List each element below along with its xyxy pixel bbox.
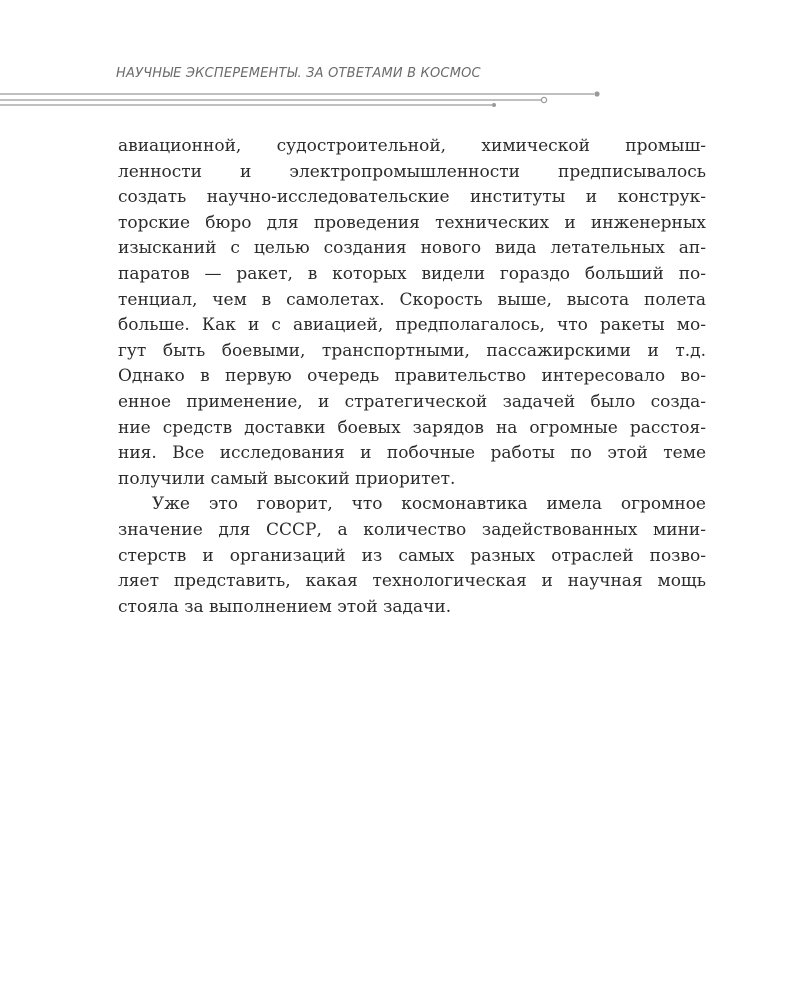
text-line: тенциал, чем в самолетах. Скорость выше, высота полета — [118, 289, 706, 310]
running-head-title: НАУЧНЫЕ ЭКСПЕРЕМЕНТЫ. ЗА ОТВЕТАМИ В КОСМОС — [116, 66, 481, 81]
text-line: Уже это говорит, что космонавтика имела огромное — [152, 494, 706, 515]
text-line: авиационной, судостроительной, химической промыш- — [118, 136, 706, 156]
text-line: енное применение, и стратегической задачей было созда- — [118, 391, 706, 412]
rule-lines — [0, 94, 594, 105]
text-line: ния. Все исследования и побочные работы по этой теме — [118, 443, 706, 464]
text-line: гут быть боевыми, транспортными, пассажирскими и т.д. — [118, 340, 706, 361]
paragraph-1 — [118, 134, 706, 492]
text-line: ляет представить, какая технологическая и научная мощь — [118, 571, 706, 592]
rule-dot-bottom — [492, 103, 496, 107]
rule-dot-top — [594, 91, 599, 96]
text-line: ленности и электропромышленности предписывалось — [118, 161, 706, 182]
text-line: изысканий с целью создания нового вида летательных ап- — [118, 238, 706, 259]
text-line: Однако в первую очередь правительство интересовало во- — [118, 366, 706, 387]
rule-dot-middle — [541, 97, 546, 102]
body-text — [118, 134, 706, 620]
text-line: стояла за выполнением этой задачи. — [118, 596, 452, 617]
text-line: больше. Как и с авиацией, предполагалось, что ракеты мо- — [118, 315, 706, 336]
text-line: паратов — ракет, в которых видели гораздо больший по- — [118, 263, 706, 284]
paragraph-2 — [118, 492, 706, 620]
header-decorative-rule — [0, 86, 610, 110]
text-line: получили самый высокий приоритет. — [118, 468, 456, 489]
text-line: стерств и организаций из самых разных отраслей позво- — [118, 545, 706, 566]
text-line: ние средств доставки боевых зарядов на огромные расстоя- — [118, 417, 706, 438]
text-line: создать научно-исследовательские институты и конструк- — [118, 187, 706, 208]
text-line: торские бюро для проведения технических и инженерных — [118, 212, 706, 233]
text-line: значение для СССР, а количество задействованных мини- — [118, 519, 706, 540]
